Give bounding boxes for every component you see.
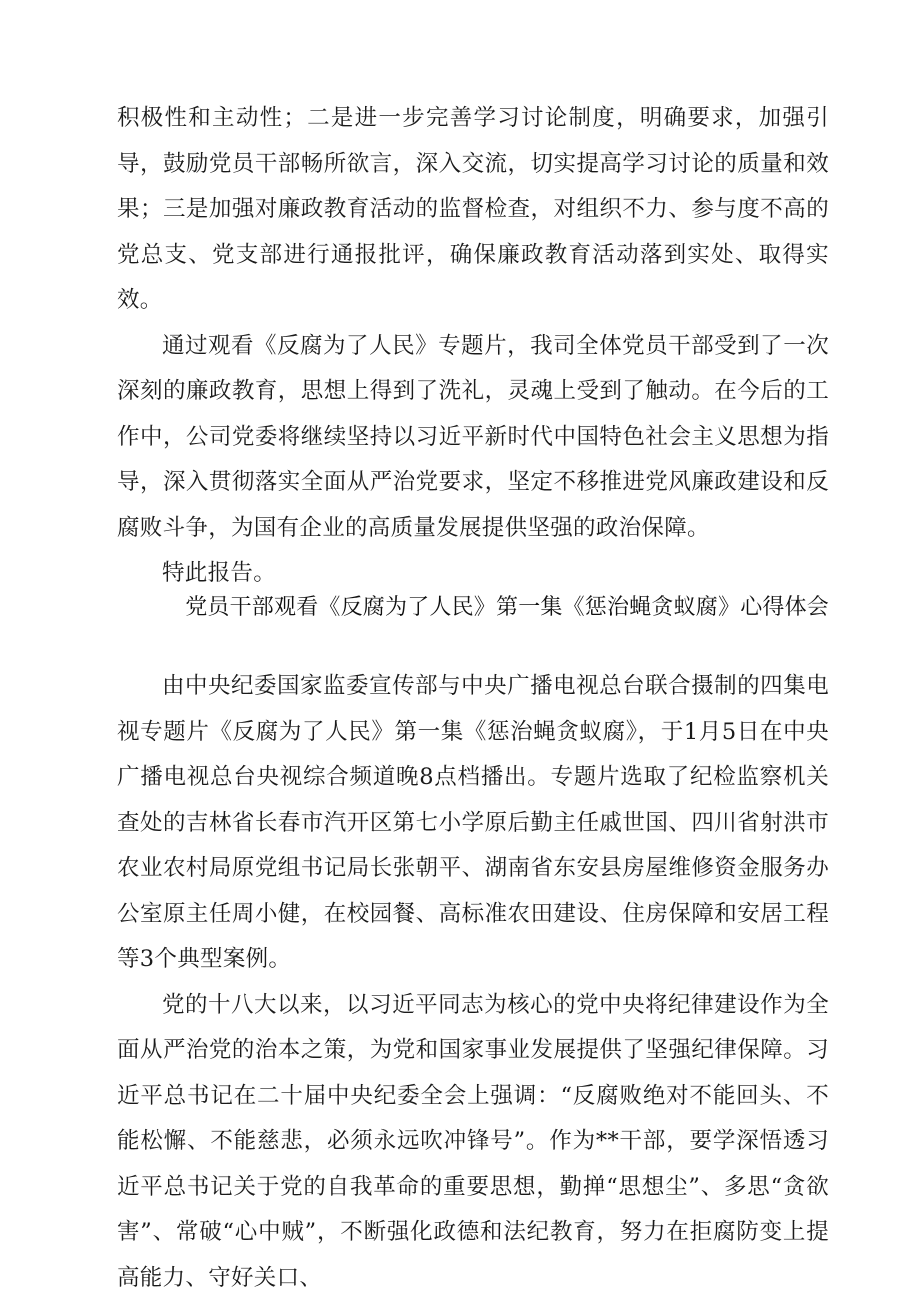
paragraph-closing: 特此报告。 xyxy=(162,560,277,586)
article-body xyxy=(117,664,829,1301)
paragraph-party-discipline: 党的十八大以来，以习近平同志为核心的党中央将纪律建设作为全面从严治党的治本之策，为党和国家事业发展提供了坚强纪律保障。习近平总书记在二十届中央纪委全会上强调：“反腐败绝对不能回头、不能松懈、不能慈悲，必须永远吹冲锋号”。作为**干部，要学深悟透习近平总书记关于党的自我革命的重要思想，勤掸“思想尘”、多思“贪欲害”、常破“心中贼”，不断强化政德和法纪教育，努力在拒腐防变上提高能力、守好关口、 xyxy=(117,991,829,1291)
paragraph-intro: 由中央纪委国家监委宣传部与中央广播电视总台联合摄制的四集电视专题片《反腐为了人民》第一集《惩治蝇贪蚁腐》，于1月5日在中央广播电视总台央视综合频道晚8点档播出。专题片选取了纪检监察机关查处的吉林省长春市汽开区第七小学原后勤主任戚世国、四川省射洪市农业农村局原党组书记局长张朝平、湖南省东安县房屋维修资金服务办公室原主任周小健，在校园餐、高标准农田建设、住房保障和安居工程等3个典型案例。 xyxy=(117,673,829,972)
report-body xyxy=(117,96,829,597)
paragraph-conclusion: 通过观看《反腐为了人民》专题片，我司全体党员干部受到了一次深刻的廉政教育，思想上得到了洗礼，灵魂上受到了触动。在今后的工作中，公司党委将继续坚持以习近平新时代中国特色社会主义思想为指导，深入贯彻落实全面从严治党要求，坚定不移推进党风廉政建设和反腐败斗争，为国有企业的高质量发展提供坚强的政治保障。 xyxy=(117,332,829,541)
paragraph-continuation: 积极性和主动性；二是进一步完善学习讨论制度，明确要求，加强引导，鼓励党员干部畅所欲言，深入交流，切实提高学习讨论的质量和效果；三是加强对廉政教育活动的监督检查，对组织不力、参与度不高的党总支、党支部进行通报批评，确保廉政教育活动落到实处、取得实效。 xyxy=(117,105,829,313)
article-heading: 党员干部观看《反腐为了人民》第一集《惩治蝇贪蚁腐》心得体会 xyxy=(185,595,829,620)
